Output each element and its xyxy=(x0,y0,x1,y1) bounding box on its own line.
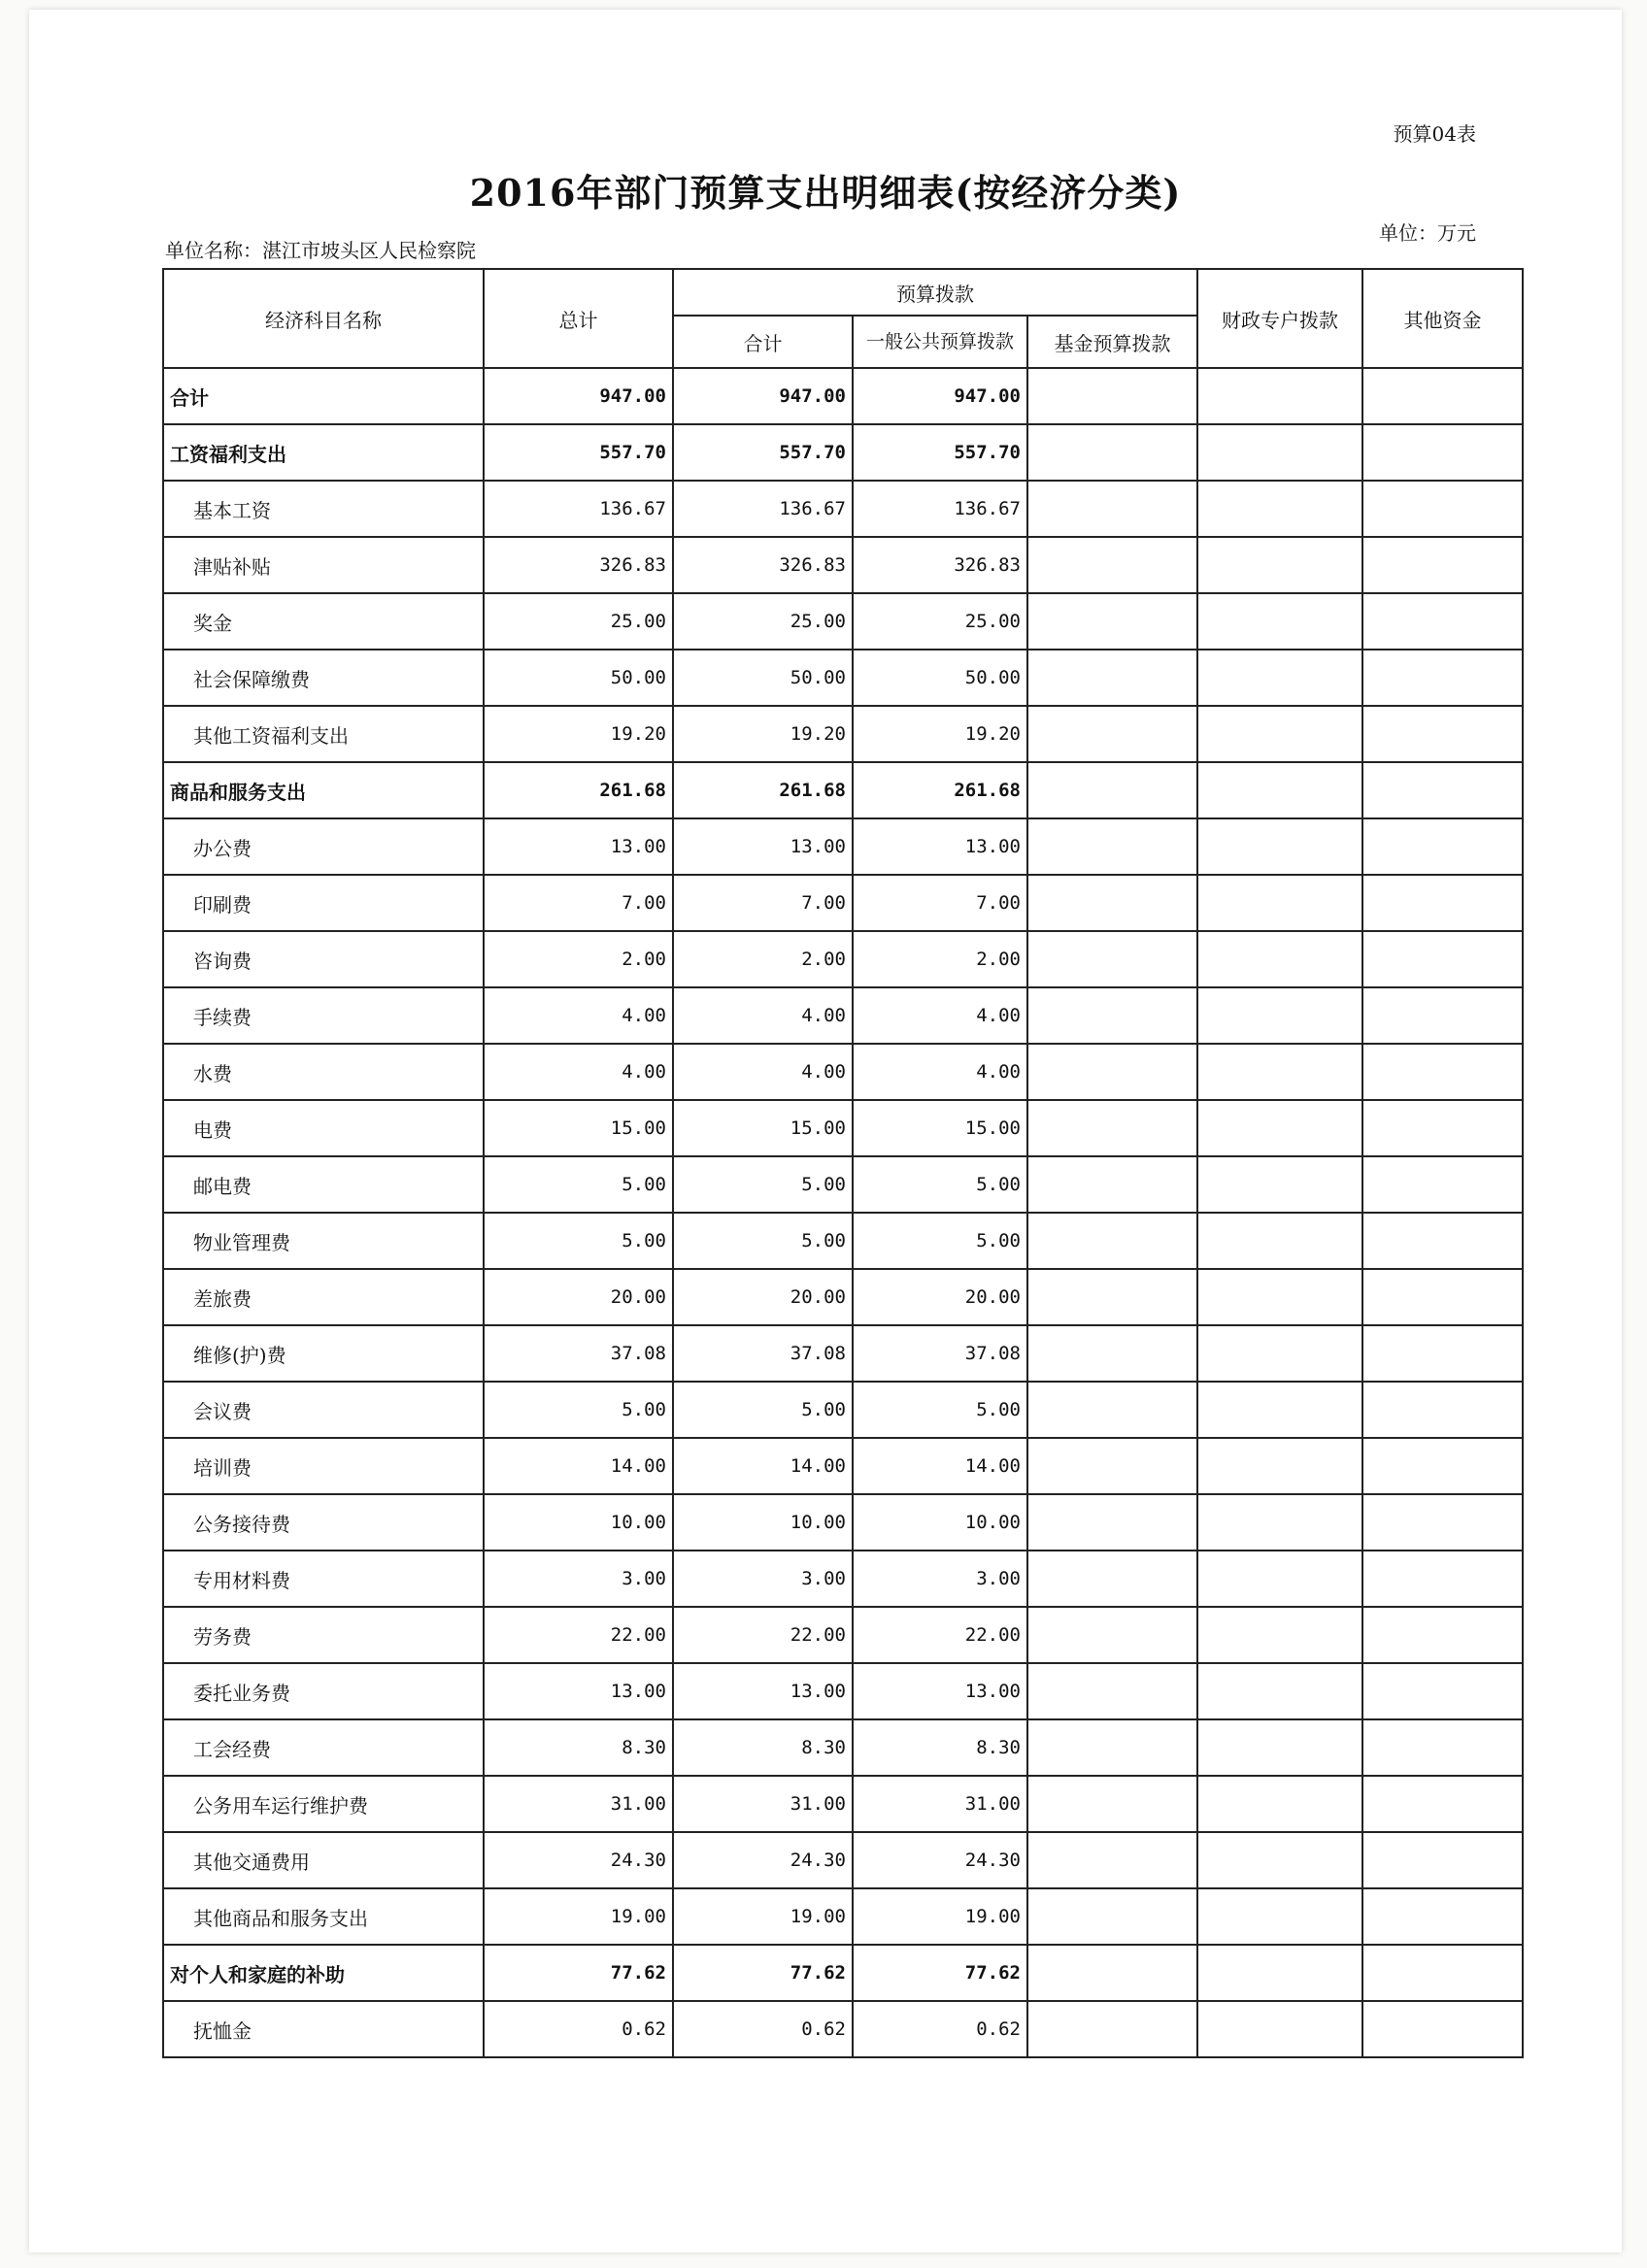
cell-general-public: 19.00 xyxy=(853,1888,1027,1945)
cell-other xyxy=(1362,1325,1523,1382)
table-body xyxy=(163,368,1523,2057)
table-row xyxy=(163,987,1523,1044)
col-header-fund: 基金预算拨款 xyxy=(1027,316,1197,368)
cell-other xyxy=(1362,537,1523,593)
table-row xyxy=(163,1663,1523,1719)
cell-other xyxy=(1362,1382,1523,1438)
cell-budget-subtotal: 5.00 xyxy=(673,1156,853,1213)
cell-budget-subtotal: 19.00 xyxy=(673,1888,853,1945)
cell-name: 手续费 xyxy=(163,987,484,1044)
cell-budget-subtotal: 8.30 xyxy=(673,1719,853,1776)
cell-other xyxy=(1362,481,1523,537)
cell-general-public: 13.00 xyxy=(853,1663,1027,1719)
cell-fund xyxy=(1027,1945,1197,2001)
cell-other xyxy=(1362,1044,1523,1100)
cell-general-public: 3.00 xyxy=(853,1551,1027,1607)
cell-fund xyxy=(1027,424,1197,481)
cell-other xyxy=(1362,1100,1523,1156)
cell-other xyxy=(1362,706,1523,762)
cell-special xyxy=(1197,1663,1362,1719)
cell-budget-subtotal: 13.00 xyxy=(673,818,853,875)
cell-other xyxy=(1362,2001,1523,2057)
cell-name: 会议费 xyxy=(163,1382,484,1438)
cell-fund xyxy=(1027,1776,1197,1832)
table-row xyxy=(163,1719,1523,1776)
cell-name: 社会保障缴费 xyxy=(163,650,484,706)
cell-fund xyxy=(1027,1832,1197,1888)
cell-budget-subtotal: 947.00 xyxy=(673,368,853,424)
cell-general-public: 22.00 xyxy=(853,1607,1027,1663)
table-row xyxy=(163,424,1523,481)
cell-fund xyxy=(1027,1156,1197,1213)
table-row xyxy=(163,1213,1523,1269)
cell-special xyxy=(1197,931,1362,987)
cell-other xyxy=(1362,1945,1523,2001)
cell-fund xyxy=(1027,2001,1197,2057)
cell-name: 其他工资福利支出 xyxy=(163,706,484,762)
cell-general-public: 326.83 xyxy=(853,537,1027,593)
cell-special xyxy=(1197,1945,1362,2001)
page-title: 2016年部门预算支出明细表(按经济分类) xyxy=(469,171,1182,215)
cell-other xyxy=(1362,1888,1523,1945)
cell-other xyxy=(1362,1269,1523,1325)
cell-fund xyxy=(1027,1044,1197,1100)
cell-total: 4.00 xyxy=(484,1044,673,1100)
cell-special xyxy=(1197,1607,1362,1663)
cell-total: 50.00 xyxy=(484,650,673,706)
table-row xyxy=(163,875,1523,931)
cell-budget-subtotal: 15.00 xyxy=(673,1100,853,1156)
cell-budget-subtotal: 557.70 xyxy=(673,424,853,481)
cell-name: 印刷费 xyxy=(163,875,484,931)
cell-special xyxy=(1197,762,1362,818)
cell-name: 抚恤金 xyxy=(163,2001,484,2057)
cell-name: 咨询费 xyxy=(163,931,484,987)
cell-budget-subtotal: 5.00 xyxy=(673,1382,853,1438)
cell-fund xyxy=(1027,875,1197,931)
document-page xyxy=(29,10,1622,2252)
cell-budget-subtotal: 77.62 xyxy=(673,1945,853,2001)
cell-special xyxy=(1197,1776,1362,1832)
cell-total: 3.00 xyxy=(484,1551,673,1607)
cell-name: 专用材料费 xyxy=(163,1551,484,1607)
cell-general-public: 19.20 xyxy=(853,706,1027,762)
cell-total: 13.00 xyxy=(484,818,673,875)
cell-other xyxy=(1362,593,1523,650)
cell-general-public: 4.00 xyxy=(853,1044,1027,1100)
table-row xyxy=(163,1438,1523,1494)
cell-fund xyxy=(1027,1888,1197,1945)
cell-fund xyxy=(1027,1438,1197,1494)
cell-special xyxy=(1197,481,1362,537)
cell-total: 10.00 xyxy=(484,1494,673,1551)
cell-total: 5.00 xyxy=(484,1156,673,1213)
cell-total: 557.70 xyxy=(484,424,673,481)
cell-fund xyxy=(1027,1269,1197,1325)
cell-other xyxy=(1362,1551,1523,1607)
cell-special xyxy=(1197,1325,1362,1382)
cell-budget-subtotal: 10.00 xyxy=(673,1494,853,1551)
cell-name: 劳务费 xyxy=(163,1607,484,1663)
cell-budget-subtotal: 50.00 xyxy=(673,650,853,706)
table-row xyxy=(163,1551,1523,1607)
cell-fund xyxy=(1027,1494,1197,1551)
col-header-budget-subtotal: 合计 xyxy=(673,316,853,368)
cell-name: 差旅费 xyxy=(163,1269,484,1325)
cell-total: 4.00 xyxy=(484,987,673,1044)
cell-name: 物业管理费 xyxy=(163,1213,484,1269)
cell-total: 19.20 xyxy=(484,706,673,762)
table-row xyxy=(163,1325,1523,1382)
cell-special xyxy=(1197,818,1362,875)
cell-budget-subtotal: 13.00 xyxy=(673,1663,853,1719)
cell-other xyxy=(1362,1832,1523,1888)
cell-budget-subtotal: 24.30 xyxy=(673,1832,853,1888)
cell-budget-subtotal: 4.00 xyxy=(673,1044,853,1100)
cell-name: 工会经费 xyxy=(163,1719,484,1776)
cell-total: 20.00 xyxy=(484,1269,673,1325)
cell-general-public: 5.00 xyxy=(853,1213,1027,1269)
cell-name: 公务接待费 xyxy=(163,1494,484,1551)
table-row xyxy=(163,1269,1523,1325)
form-number: 预算04表 xyxy=(1393,122,1476,146)
cell-total: 326.83 xyxy=(484,537,673,593)
cell-name: 对个人和家庭的补助 xyxy=(163,1945,484,2001)
cell-other xyxy=(1362,875,1523,931)
cell-budget-subtotal: 5.00 xyxy=(673,1213,853,1269)
table-row xyxy=(163,537,1523,593)
cell-budget-subtotal: 20.00 xyxy=(673,1269,853,1325)
cell-special xyxy=(1197,1382,1362,1438)
table-row xyxy=(163,368,1523,424)
cell-total: 8.30 xyxy=(484,1719,673,1776)
table-row xyxy=(163,1100,1523,1156)
table-row xyxy=(163,762,1523,818)
cell-general-public: 15.00 xyxy=(853,1100,1027,1156)
table-row xyxy=(163,1382,1523,1438)
cell-total: 2.00 xyxy=(484,931,673,987)
cell-fund xyxy=(1027,537,1197,593)
cell-budget-subtotal: 31.00 xyxy=(673,1776,853,1832)
cell-total: 24.30 xyxy=(484,1832,673,1888)
cell-general-public: 0.62 xyxy=(853,2001,1027,2057)
cell-fund xyxy=(1027,931,1197,987)
cell-other xyxy=(1362,650,1523,706)
cell-special xyxy=(1197,650,1362,706)
cell-total: 14.00 xyxy=(484,1438,673,1494)
table-row xyxy=(163,1888,1523,1945)
cell-fund xyxy=(1027,481,1197,537)
cell-fund xyxy=(1027,818,1197,875)
cell-fund xyxy=(1027,1551,1197,1607)
cell-special xyxy=(1197,1269,1362,1325)
cell-general-public: 947.00 xyxy=(853,368,1027,424)
cell-budget-subtotal: 4.00 xyxy=(673,987,853,1044)
cell-special xyxy=(1197,537,1362,593)
cell-general-public: 5.00 xyxy=(853,1382,1027,1438)
table-row xyxy=(163,1776,1523,1832)
cell-budget-subtotal: 261.68 xyxy=(673,762,853,818)
table-row xyxy=(163,818,1523,875)
cell-name: 合计 xyxy=(163,368,484,424)
cell-total: 13.00 xyxy=(484,1663,673,1719)
cell-total: 37.08 xyxy=(484,1325,673,1382)
cell-total: 22.00 xyxy=(484,1607,673,1663)
cell-budget-subtotal: 37.08 xyxy=(673,1325,853,1382)
cell-fund xyxy=(1027,1663,1197,1719)
cell-name: 津贴补贴 xyxy=(163,537,484,593)
cell-other xyxy=(1362,762,1523,818)
cell-name: 基本工资 xyxy=(163,481,484,537)
cell-budget-subtotal: 3.00 xyxy=(673,1551,853,1607)
cell-other xyxy=(1362,1213,1523,1269)
cell-special xyxy=(1197,1719,1362,1776)
col-header-name: 经济科目名称 xyxy=(163,269,484,368)
cell-general-public: 136.67 xyxy=(853,481,1027,537)
cell-special xyxy=(1197,1551,1362,1607)
cell-total: 19.00 xyxy=(484,1888,673,1945)
cell-name: 其他交通费用 xyxy=(163,1832,484,1888)
cell-total: 0.62 xyxy=(484,2001,673,2057)
cell-name: 工资福利支出 xyxy=(163,424,484,481)
cell-total: 25.00 xyxy=(484,593,673,650)
cell-special xyxy=(1197,1494,1362,1551)
cell-total: 261.68 xyxy=(484,762,673,818)
cell-other xyxy=(1362,818,1523,875)
cell-budget-subtotal: 14.00 xyxy=(673,1438,853,1494)
cell-special xyxy=(1197,875,1362,931)
cell-fund xyxy=(1027,1100,1197,1156)
cell-name: 商品和服务支出 xyxy=(163,762,484,818)
cell-general-public: 77.62 xyxy=(853,1945,1027,2001)
cell-other xyxy=(1362,1607,1523,1663)
table-row xyxy=(163,931,1523,987)
table-row xyxy=(163,1494,1523,1551)
cell-name: 奖金 xyxy=(163,593,484,650)
cell-special xyxy=(1197,368,1362,424)
cell-other xyxy=(1362,1156,1523,1213)
cell-general-public: 557.70 xyxy=(853,424,1027,481)
cell-other xyxy=(1362,424,1523,481)
col-header-budget-group: 预算拨款 xyxy=(673,269,1197,316)
cell-budget-subtotal: 0.62 xyxy=(673,2001,853,2057)
cell-general-public: 14.00 xyxy=(853,1438,1027,1494)
table-row xyxy=(163,2001,1523,2057)
cell-fund xyxy=(1027,1607,1197,1663)
cell-other xyxy=(1362,1663,1523,1719)
cell-general-public: 24.30 xyxy=(853,1832,1027,1888)
cell-budget-subtotal: 2.00 xyxy=(673,931,853,987)
cell-fund xyxy=(1027,1325,1197,1382)
cell-other xyxy=(1362,1719,1523,1776)
cell-name: 电费 xyxy=(163,1100,484,1156)
unit-label: 单位：万元 xyxy=(1379,221,1476,245)
cell-name: 公务用车运行维护费 xyxy=(163,1776,484,1832)
cell-general-public: 25.00 xyxy=(853,593,1027,650)
table-row xyxy=(163,481,1523,537)
unit-name: 单位名称：湛江市坡头区人民检察院 xyxy=(165,239,476,262)
cell-total: 5.00 xyxy=(484,1382,673,1438)
cell-name: 培训费 xyxy=(163,1438,484,1494)
cell-special xyxy=(1197,1100,1362,1156)
cell-total: 15.00 xyxy=(484,1100,673,1156)
table-row xyxy=(163,1832,1523,1888)
table-row xyxy=(163,593,1523,650)
cell-general-public: 31.00 xyxy=(853,1776,1027,1832)
cell-general-public: 13.00 xyxy=(853,818,1027,875)
budget-table xyxy=(162,268,1524,2058)
cell-other xyxy=(1362,368,1523,424)
cell-fund xyxy=(1027,762,1197,818)
cell-general-public: 20.00 xyxy=(853,1269,1027,1325)
col-header-general-public: 一般公共预算拨款 xyxy=(853,316,1027,368)
table-row xyxy=(163,1945,1523,2001)
cell-fund xyxy=(1027,593,1197,650)
cell-other xyxy=(1362,1494,1523,1551)
cell-fund xyxy=(1027,368,1197,424)
cell-total: 31.00 xyxy=(484,1776,673,1832)
cell-other xyxy=(1362,987,1523,1044)
table-row xyxy=(163,706,1523,762)
cell-other xyxy=(1362,1438,1523,1494)
cell-budget-subtotal: 136.67 xyxy=(673,481,853,537)
cell-special xyxy=(1197,987,1362,1044)
col-header-total: 总计 xyxy=(484,269,673,368)
cell-general-public: 8.30 xyxy=(853,1719,1027,1776)
cell-name: 其他商品和服务支出 xyxy=(163,1888,484,1945)
cell-budget-subtotal: 7.00 xyxy=(673,875,853,931)
cell-name: 邮电费 xyxy=(163,1156,484,1213)
cell-special xyxy=(1197,2001,1362,2057)
cell-name: 水费 xyxy=(163,1044,484,1100)
cell-fund xyxy=(1027,1382,1197,1438)
cell-special xyxy=(1197,1213,1362,1269)
cell-total: 7.00 xyxy=(484,875,673,931)
table-row xyxy=(163,1156,1523,1213)
cell-special xyxy=(1197,706,1362,762)
cell-total: 136.67 xyxy=(484,481,673,537)
table-row xyxy=(163,650,1523,706)
cell-name: 办公费 xyxy=(163,818,484,875)
cell-special xyxy=(1197,1044,1362,1100)
cell-total: 947.00 xyxy=(484,368,673,424)
cell-special xyxy=(1197,1888,1362,1945)
cell-fund xyxy=(1027,650,1197,706)
cell-special xyxy=(1197,424,1362,481)
cell-special xyxy=(1197,593,1362,650)
cell-fund xyxy=(1027,1719,1197,1776)
cell-general-public: 5.00 xyxy=(853,1156,1027,1213)
cell-budget-subtotal: 19.20 xyxy=(673,706,853,762)
cell-special xyxy=(1197,1438,1362,1494)
col-header-special: 财政专户拨款 xyxy=(1197,269,1362,368)
cell-total: 5.00 xyxy=(484,1213,673,1269)
cell-budget-subtotal: 25.00 xyxy=(673,593,853,650)
cell-name: 委托业务费 xyxy=(163,1663,484,1719)
cell-special xyxy=(1197,1832,1362,1888)
cell-other xyxy=(1362,1776,1523,1832)
cell-general-public: 37.08 xyxy=(853,1325,1027,1382)
cell-fund xyxy=(1027,1213,1197,1269)
table-row xyxy=(163,1607,1523,1663)
cell-name: 维修(护)费 xyxy=(163,1325,484,1382)
col-header-other: 其他资金 xyxy=(1362,269,1523,368)
cell-total: 77.62 xyxy=(484,1945,673,2001)
cell-budget-subtotal: 22.00 xyxy=(673,1607,853,1663)
cell-budget-subtotal: 326.83 xyxy=(673,537,853,593)
cell-general-public: 2.00 xyxy=(853,931,1027,987)
cell-general-public: 10.00 xyxy=(853,1494,1027,1551)
cell-special xyxy=(1197,1156,1362,1213)
cell-general-public: 7.00 xyxy=(853,875,1027,931)
cell-fund xyxy=(1027,706,1197,762)
table-row xyxy=(163,1044,1523,1100)
cell-general-public: 261.68 xyxy=(853,762,1027,818)
cell-general-public: 4.00 xyxy=(853,987,1027,1044)
cell-other xyxy=(1362,931,1523,987)
cell-fund xyxy=(1027,987,1197,1044)
cell-general-public: 50.00 xyxy=(853,650,1027,706)
